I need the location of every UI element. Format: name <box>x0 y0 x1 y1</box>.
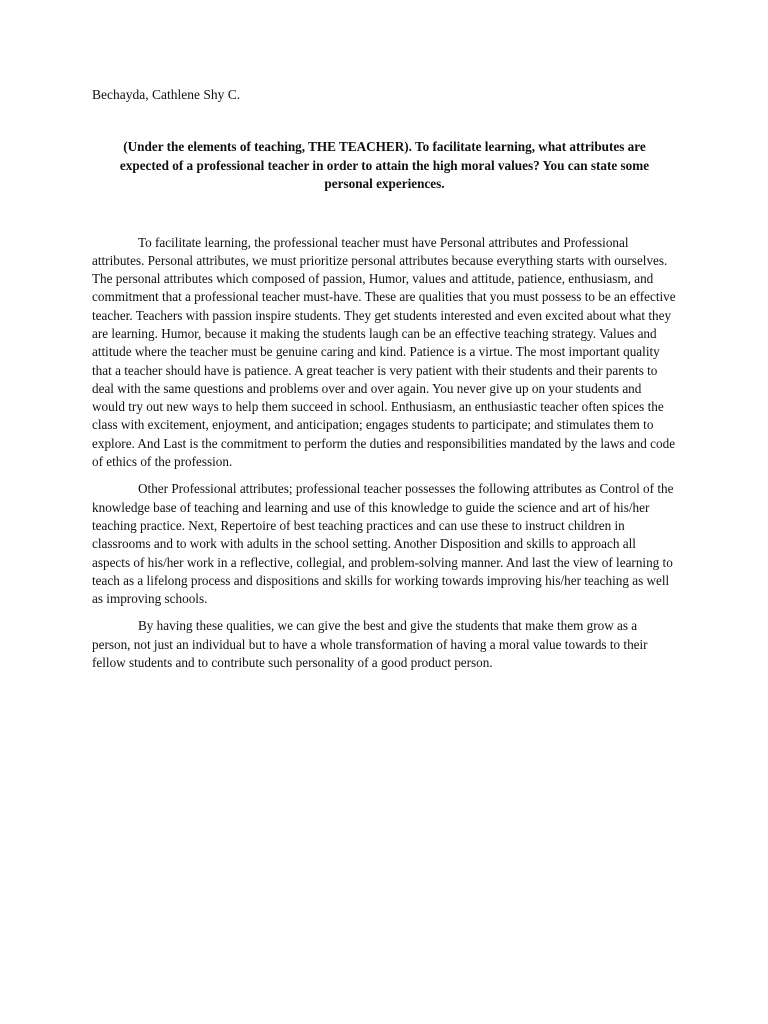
body-paragraph-3: By having these qualities, we can give the best and give the students that make them grow as a person, not just an individual but to have a whole transformation of having a moral value towards to their fellow students and to contribute such personality of a good product person. <box>92 618 648 671</box>
body-paragraph-2: Other Professional attributes; professional teacher possesses the following attributes as Control of the knowledge base of teaching and learning and use of this knowledge to guide the science and art of his/her teaching practice. Next, Repertoire of best teaching practices and can use these to instruct children in classrooms and to work with adults in the school setting. Another Disposition and skills to approach all aspects of his/her work in a reflective, collegial, and problem-solving manner. And last the view of learning to teach as a lifelong process and dispositions and skills for working towards improving his/her teaching as well as improving schools. <box>92 481 674 607</box>
body-paragraph-1: To facilitate learning, the professional teacher must have Personal attributes and Professional attributes. Personal attributes, we must prioritize personal attributes because everything starts with ourselves. The personal attributes which composed of passion, Humor, values and attitude, patience, enthusiasm, and commitment that a professional teacher must-have. These are qualities that you must possess to be an effective teacher. Teachers with passion inspire students. They get students interested and even excited about what they are learning. Humor, because it making the students laugh can be an effective teaching strategy. Values and attitude where the teacher must be genuine caring and kind. Patience is a virtue. The most important quality that a teacher should have is patience. A great teacher is very patient with their students and their parents to deal with the same questions and problems over and over again. You never give up on your students and would try out new ways to help them succeed in school. Enthusiasm, an enthusiastic teacher often spices the class with excitement, enjoyment, and anticipation; engages students to participate; and stimulates them to explore. And Last is the commitment to perform the duties and responsibilities mandated by the laws and code of ethics of the profession. <box>92 234 676 470</box>
document-page <box>92 86 677 681</box>
essay-question: (Under the elements of teaching, THE TEACHER). To facilitate learning, what attributes are expected of a professional teacher in order to attain the high moral values? You can state some personal experiences. <box>119 139 650 191</box>
author-name: Bechayda, Cathlene Shy C. <box>92 87 241 102</box>
